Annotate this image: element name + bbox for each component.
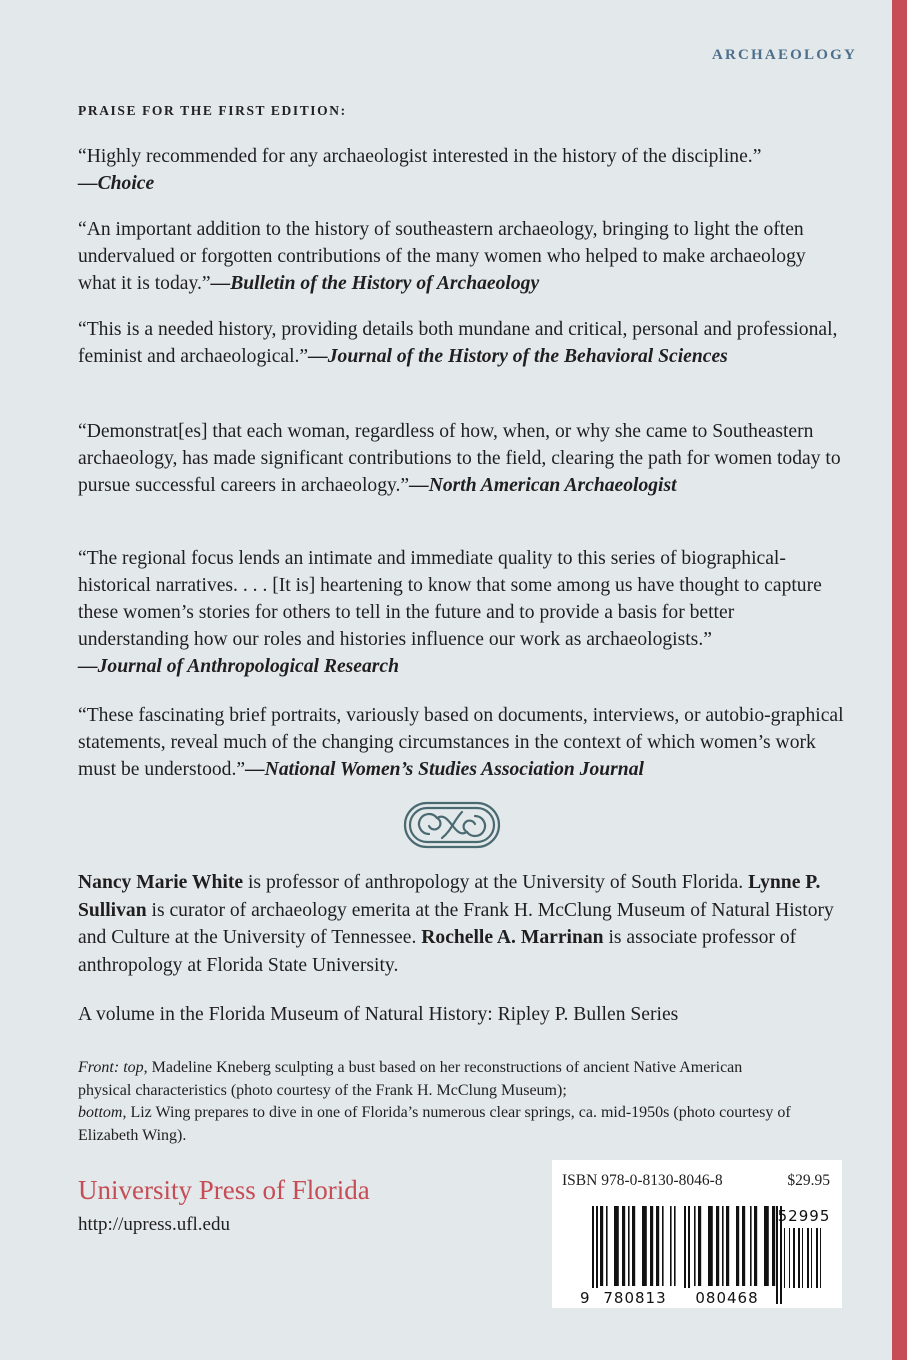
barcode-bar [784,1228,785,1288]
barcode-bar [789,1228,790,1288]
quote-text: “Highly recommended for any archaeologist interested in the history of the discipline.” [78,146,762,167]
review-quote [78,316,848,370]
barcode-bar [780,1228,782,1288]
top-credit: , Madeline Kneberg sculpting a bust based on her reconstructions of ancient Native American physical characteristics (photo courtesy of the Frank H. McClung Museum); [78,1059,743,1099]
category-label: ARCHAEOLOGY [711,47,857,63]
review-quote [78,702,848,783]
review-quote [78,545,848,680]
barcode-bar [811,1228,812,1288]
barcode-bar [628,1206,630,1286]
barcode-bar [816,1228,818,1288]
author-bio: is professor of anthropology at the University of South Florida. [243,872,749,893]
barcode-bar [614,1206,619,1286]
spiral-ornament-icon [402,800,502,850]
barcode-bar [698,1206,701,1286]
barcode-bar [736,1206,739,1286]
publisher-url[interactable]: http://upress.ufl.edu [78,1214,230,1235]
addon-digits: 52995 [777,1207,830,1225]
ean-left-digits: 780813 [603,1289,667,1306]
author-bio: is curator of archaeology emerita at the Frank H. McClung Museum of Natural History and Culture at the University of Tennessee. [78,899,834,948]
quote-source: —Journal of Anthropological Research [78,656,399,677]
barcode-graphic [580,1206,830,1306]
quote-source: —National Women’s Studies Association Journal [245,759,644,780]
barcode-bar [772,1206,775,1286]
barcode-bar [600,1206,603,1286]
quote-source: —Choice [78,173,155,194]
price-label: $29.95 [787,1172,830,1189]
barcode-bar [650,1206,653,1286]
barcode-bar [632,1206,635,1286]
barcode-bar [642,1206,647,1286]
barcode-bar [764,1206,769,1286]
author-bios [78,869,858,979]
barcode-bar [622,1206,625,1286]
barcode-bar [726,1206,729,1286]
praise-heading: PRAISE FOR THE FIRST EDITION: [78,103,347,118]
barcode-bar [807,1228,809,1288]
barcode-bar [606,1206,608,1286]
photo-credits [78,1057,798,1147]
review-quote [78,143,848,197]
barcode-bar [674,1206,676,1286]
quote-text: “Demonstrat[es] that each woman, regardless of how, when, or why she came to Southeastern archaeology, has made significant contributions to the field, clearing the path for women today to pursue successful careers in archaeology.” [78,421,841,496]
review-quote [78,418,848,499]
quote-source: —Journal of the History of the Behavioral Sciences [308,346,728,367]
barcode-bar [670,1206,672,1286]
barcode-bar [798,1228,800,1288]
quote-text: “The regional focus lends an intimate and immediate quality to this series of biographical-historical narratives. . . . [It is] heartening to know that some among us have thought to capture these women’s stories for others to tell in the future and to provide a basis for better understanding how our roles and histories influence our work as archaeologists.” [78,548,822,650]
bottom-label: bottom [78,1104,123,1122]
barcode-bar [793,1228,795,1288]
author-bio: is associate professor of anthropology at Florida State University. [78,927,797,976]
quote-source: —Bulletin of the History of Archaeology [210,273,540,294]
barcode-bar [662,1206,664,1286]
barcode-bar [656,1206,659,1286]
quote-source: —North American Archaeologist [409,475,677,496]
publisher-name: University Press of Florida [78,1175,370,1205]
review-quote [78,216,848,297]
barcode-bar [722,1206,724,1286]
barcode-bar [742,1206,745,1286]
author-name: Rochelle A. Marrinan [421,927,604,948]
quote-text: “These fascinating brief portraits, variously based on documents, interviews, or autobio-graphical statements, reveal much of the changing circumstances in the context of which women’s work must be understood.” [78,705,844,780]
author-name: Nancy Marie White [78,872,244,893]
author-name: Lynne P. Sullivan [78,872,821,921]
barcode-bar [820,1228,821,1288]
spine-stripe [892,0,907,1360]
barcode-bar [750,1206,752,1286]
barcode-box [552,1160,842,1308]
front-label: Front: [78,1059,120,1076]
barcode-bar [716,1206,719,1286]
top-label: top [123,1059,144,1076]
bottom-credit: , Liz Wing prepares to dive in one of Florida’s numerous clear springs, ca. mid-1950s (photo courtesy of Elizabeth Wing). [78,1104,791,1144]
quote-text: “An important addition to the history of southeastern archaeology, bringing to light the often undervalued or forgotten contributions of the many women who helped to make archaeology what it is today.” [78,219,806,294]
barcode-bar [694,1206,696,1286]
barcode-bar [708,1206,713,1286]
series-note: A volume in the Florida Museum of Natural History: Ripley P. Bullen Series [78,1004,679,1025]
quote-text: “This is a needed history, providing details both mundane and critical, personal and professional, feminist and archaeological.” [78,319,838,367]
ean-right-digits: 080468 [695,1289,759,1306]
isbn-label: ISBN 978-0-8130-8046-8 [562,1172,723,1189]
ean-lead-digit: 9 [580,1289,590,1306]
barcode-bar [754,1206,757,1286]
barcode-bar [802,1228,803,1288]
